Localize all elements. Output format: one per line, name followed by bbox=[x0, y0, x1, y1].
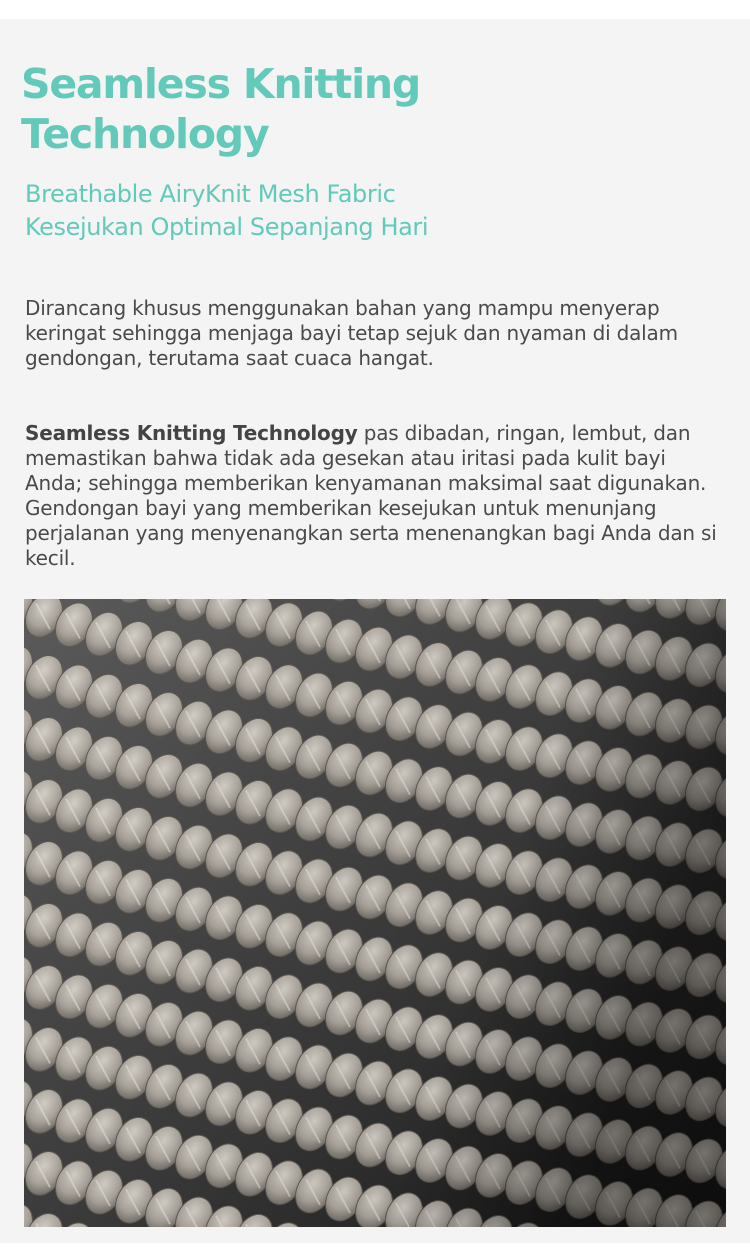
photo-shading bbox=[24, 599, 726, 1227]
knit-fabric-photo bbox=[24, 599, 726, 1227]
knit-texture-illustration bbox=[24, 599, 726, 1227]
paragraph-body-text: pas dibadan, ringan, lembut, dan memastikan bahwa tidak ada gesekan atau iritasi pada kulit bayi Anda; sehingga memberikan kenyamanan maksimal saat digunakan. Gendongan bayi yang memberikan kesejukan untuk menunjang perjalanan yang menyenangkan serta menenangkan bagi Anda dan si kecil. bbox=[25, 421, 717, 570]
subtitle-line-2: Kesejukan Optimal Sepanjang Hari bbox=[25, 213, 429, 241]
subtitle-line-1: Breathable AiryKnit Mesh Fabric bbox=[25, 180, 396, 208]
section-title: Seamless Knitting Technology bbox=[21, 60, 421, 158]
section-subtitle bbox=[25, 178, 725, 244]
paragraph-bold-lead: Seamless Knitting Technology bbox=[25, 421, 358, 445]
description-paragraph-2 bbox=[25, 421, 725, 571]
content-panel bbox=[0, 19, 750, 1243]
description-paragraph-1: Dirancang khusus menggunakan bahan yang mampu menyerap keringat sehingga menjaga bayi tetap sejuk dan nyaman di dalam gendongan, terutama saat cuaca hangat. bbox=[25, 296, 678, 370]
